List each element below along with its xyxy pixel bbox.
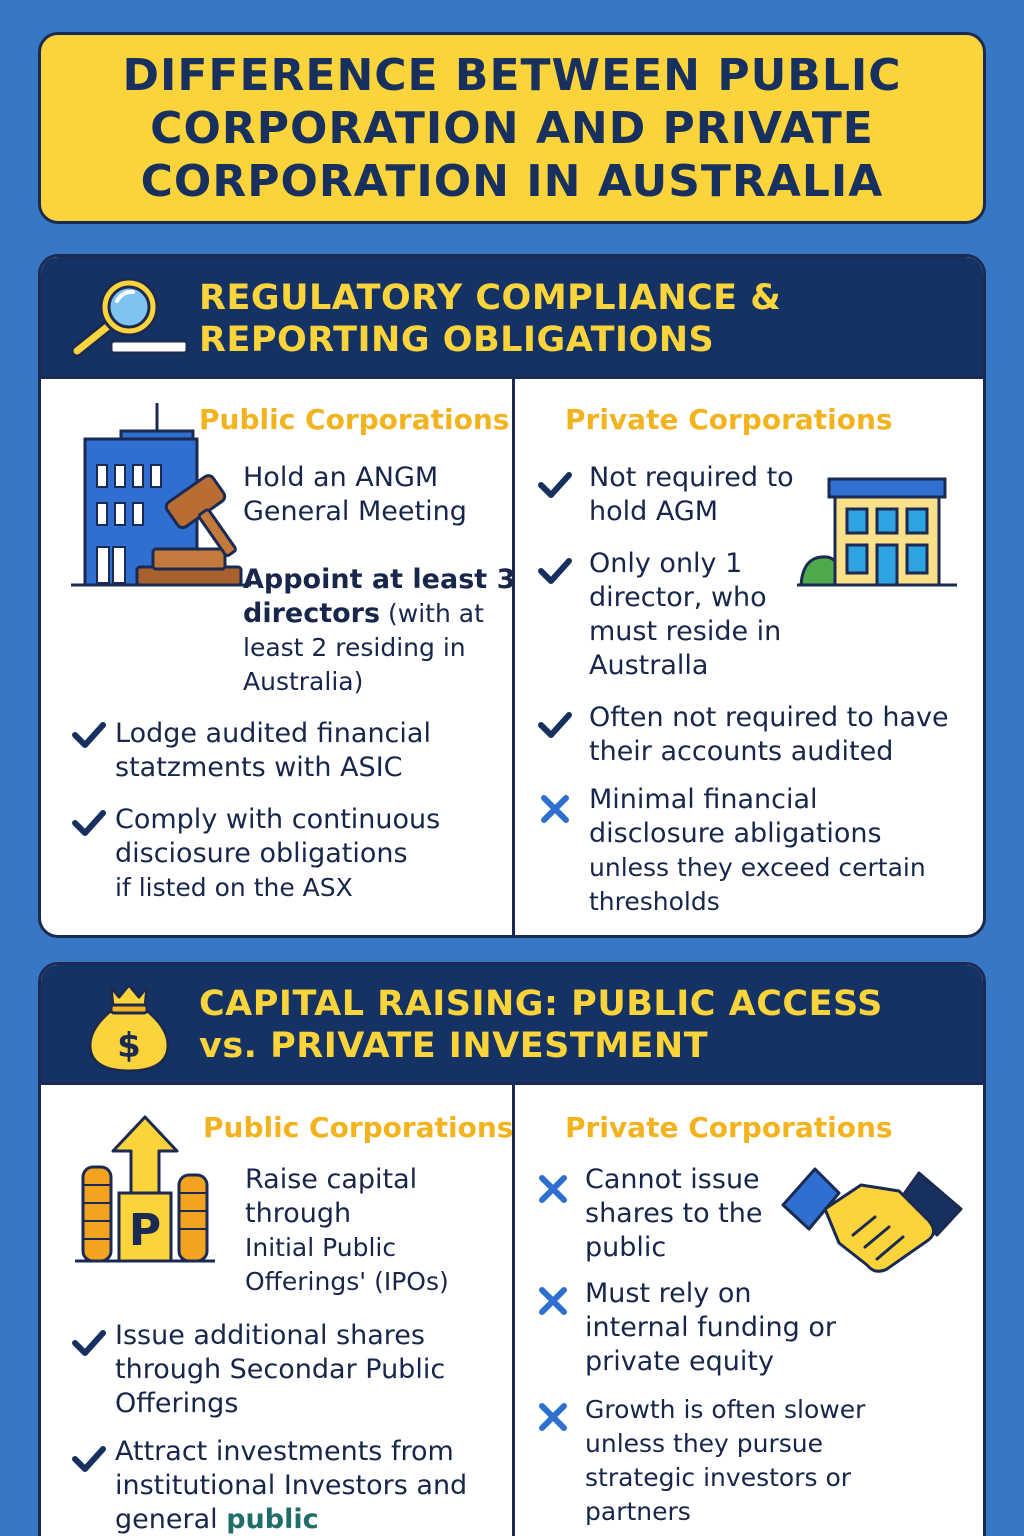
capital-section: [38, 962, 986, 1536]
check-icon: [71, 1325, 107, 1361]
private-reg-item-4: Minimal financial disclosure abligations unless they exceed certain thresholds: [589, 784, 926, 916]
public-reg-item-2: Appoint at least 3 directors (with at least 2 residing in Australia): [243, 564, 516, 696]
private-reg-item-1: Not required to hold AGM: [589, 462, 794, 527]
magnifying-glass-icon: [67, 275, 197, 361]
regulatory-title: [199, 277, 959, 361]
title-line-1: DIFFERENCE BETWEEN PUBLIC: [122, 49, 902, 101]
page-title: [122, 49, 901, 208]
title-line-2: CORPORATION AND PRIVATE: [150, 102, 874, 154]
private-cap-item-3: Growth is often slower unless they pursue strategic investors or partners: [585, 1395, 866, 1526]
public-reg-item-1: Hold an ANGM General Meeting: [243, 462, 467, 527]
capital-title-line-1: CAPITAL RAISING: PUBLIC ACCESS: [199, 984, 883, 1024]
private-heading: Private Corporations: [565, 1111, 893, 1144]
public-cap-item-1: Raise capital through Initial Public Offerings' (IPOs): [245, 1164, 449, 1296]
capital-title-line-2: vs. PRIVATE INVESTMENT: [199, 1026, 709, 1066]
small-building-illustration: [797, 473, 957, 591]
check-icon: [71, 805, 107, 841]
check-icon: [71, 717, 107, 753]
private-cap-item-1: Cannot issue shares to the public: [585, 1164, 763, 1263]
money-bag-icon: [81, 979, 177, 1073]
private-reg-item-2: Only only 1 director, who must reside in Australla: [589, 548, 782, 681]
private-reg-item-3: Often not required to have their accounts audited: [589, 702, 949, 767]
private-cap-item-2: Must rely on internal funding or private equity: [585, 1278, 837, 1377]
capital-header: [41, 965, 983, 1085]
check-icon: [537, 467, 573, 503]
cross-icon: [535, 1171, 571, 1207]
capital-title: [199, 983, 959, 1067]
ipo-coins-illustration: [75, 1113, 215, 1265]
public-reg-item-3: Lodge audited financial statzments with ASIC: [115, 718, 431, 783]
cross-icon: [537, 791, 573, 827]
public-heading: Public Corporations: [199, 403, 510, 436]
handshake-illustration: [779, 1165, 965, 1275]
svg-text:P: P: [128, 1205, 162, 1256]
regulatory-title-line-2: REPORTING OBLIGATIONS: [199, 320, 715, 360]
cross-icon: [535, 1399, 571, 1435]
regulatory-title-line-1: REGULATORY COMPLIANCE &: [199, 278, 782, 318]
check-icon: [71, 1441, 107, 1477]
public-heading: Public Corporations: [203, 1111, 514, 1144]
public-cap-item-2: Issue additional shares through Secondar Public Offerings: [115, 1320, 446, 1419]
cross-icon: [535, 1283, 571, 1319]
public-cap-item-3: Attract investments from institutional Investors and general public: [115, 1436, 468, 1535]
title-banner: [38, 32, 986, 224]
check-icon: [537, 553, 573, 589]
public-reg-item-4: Comply with continuous disciosure obligations if listed on the ASX: [115, 804, 441, 902]
check-icon: [537, 707, 573, 743]
building-gavel-illustration: [71, 399, 251, 591]
regulatory-section: [38, 254, 986, 938]
svg-text:$: $: [117, 1026, 141, 1066]
column-divider: [512, 1085, 515, 1536]
title-line-3: CORPORATION IN AUSTRALIA: [140, 155, 884, 207]
regulatory-header: [41, 257, 983, 379]
private-heading: Private Corporations: [565, 403, 893, 436]
